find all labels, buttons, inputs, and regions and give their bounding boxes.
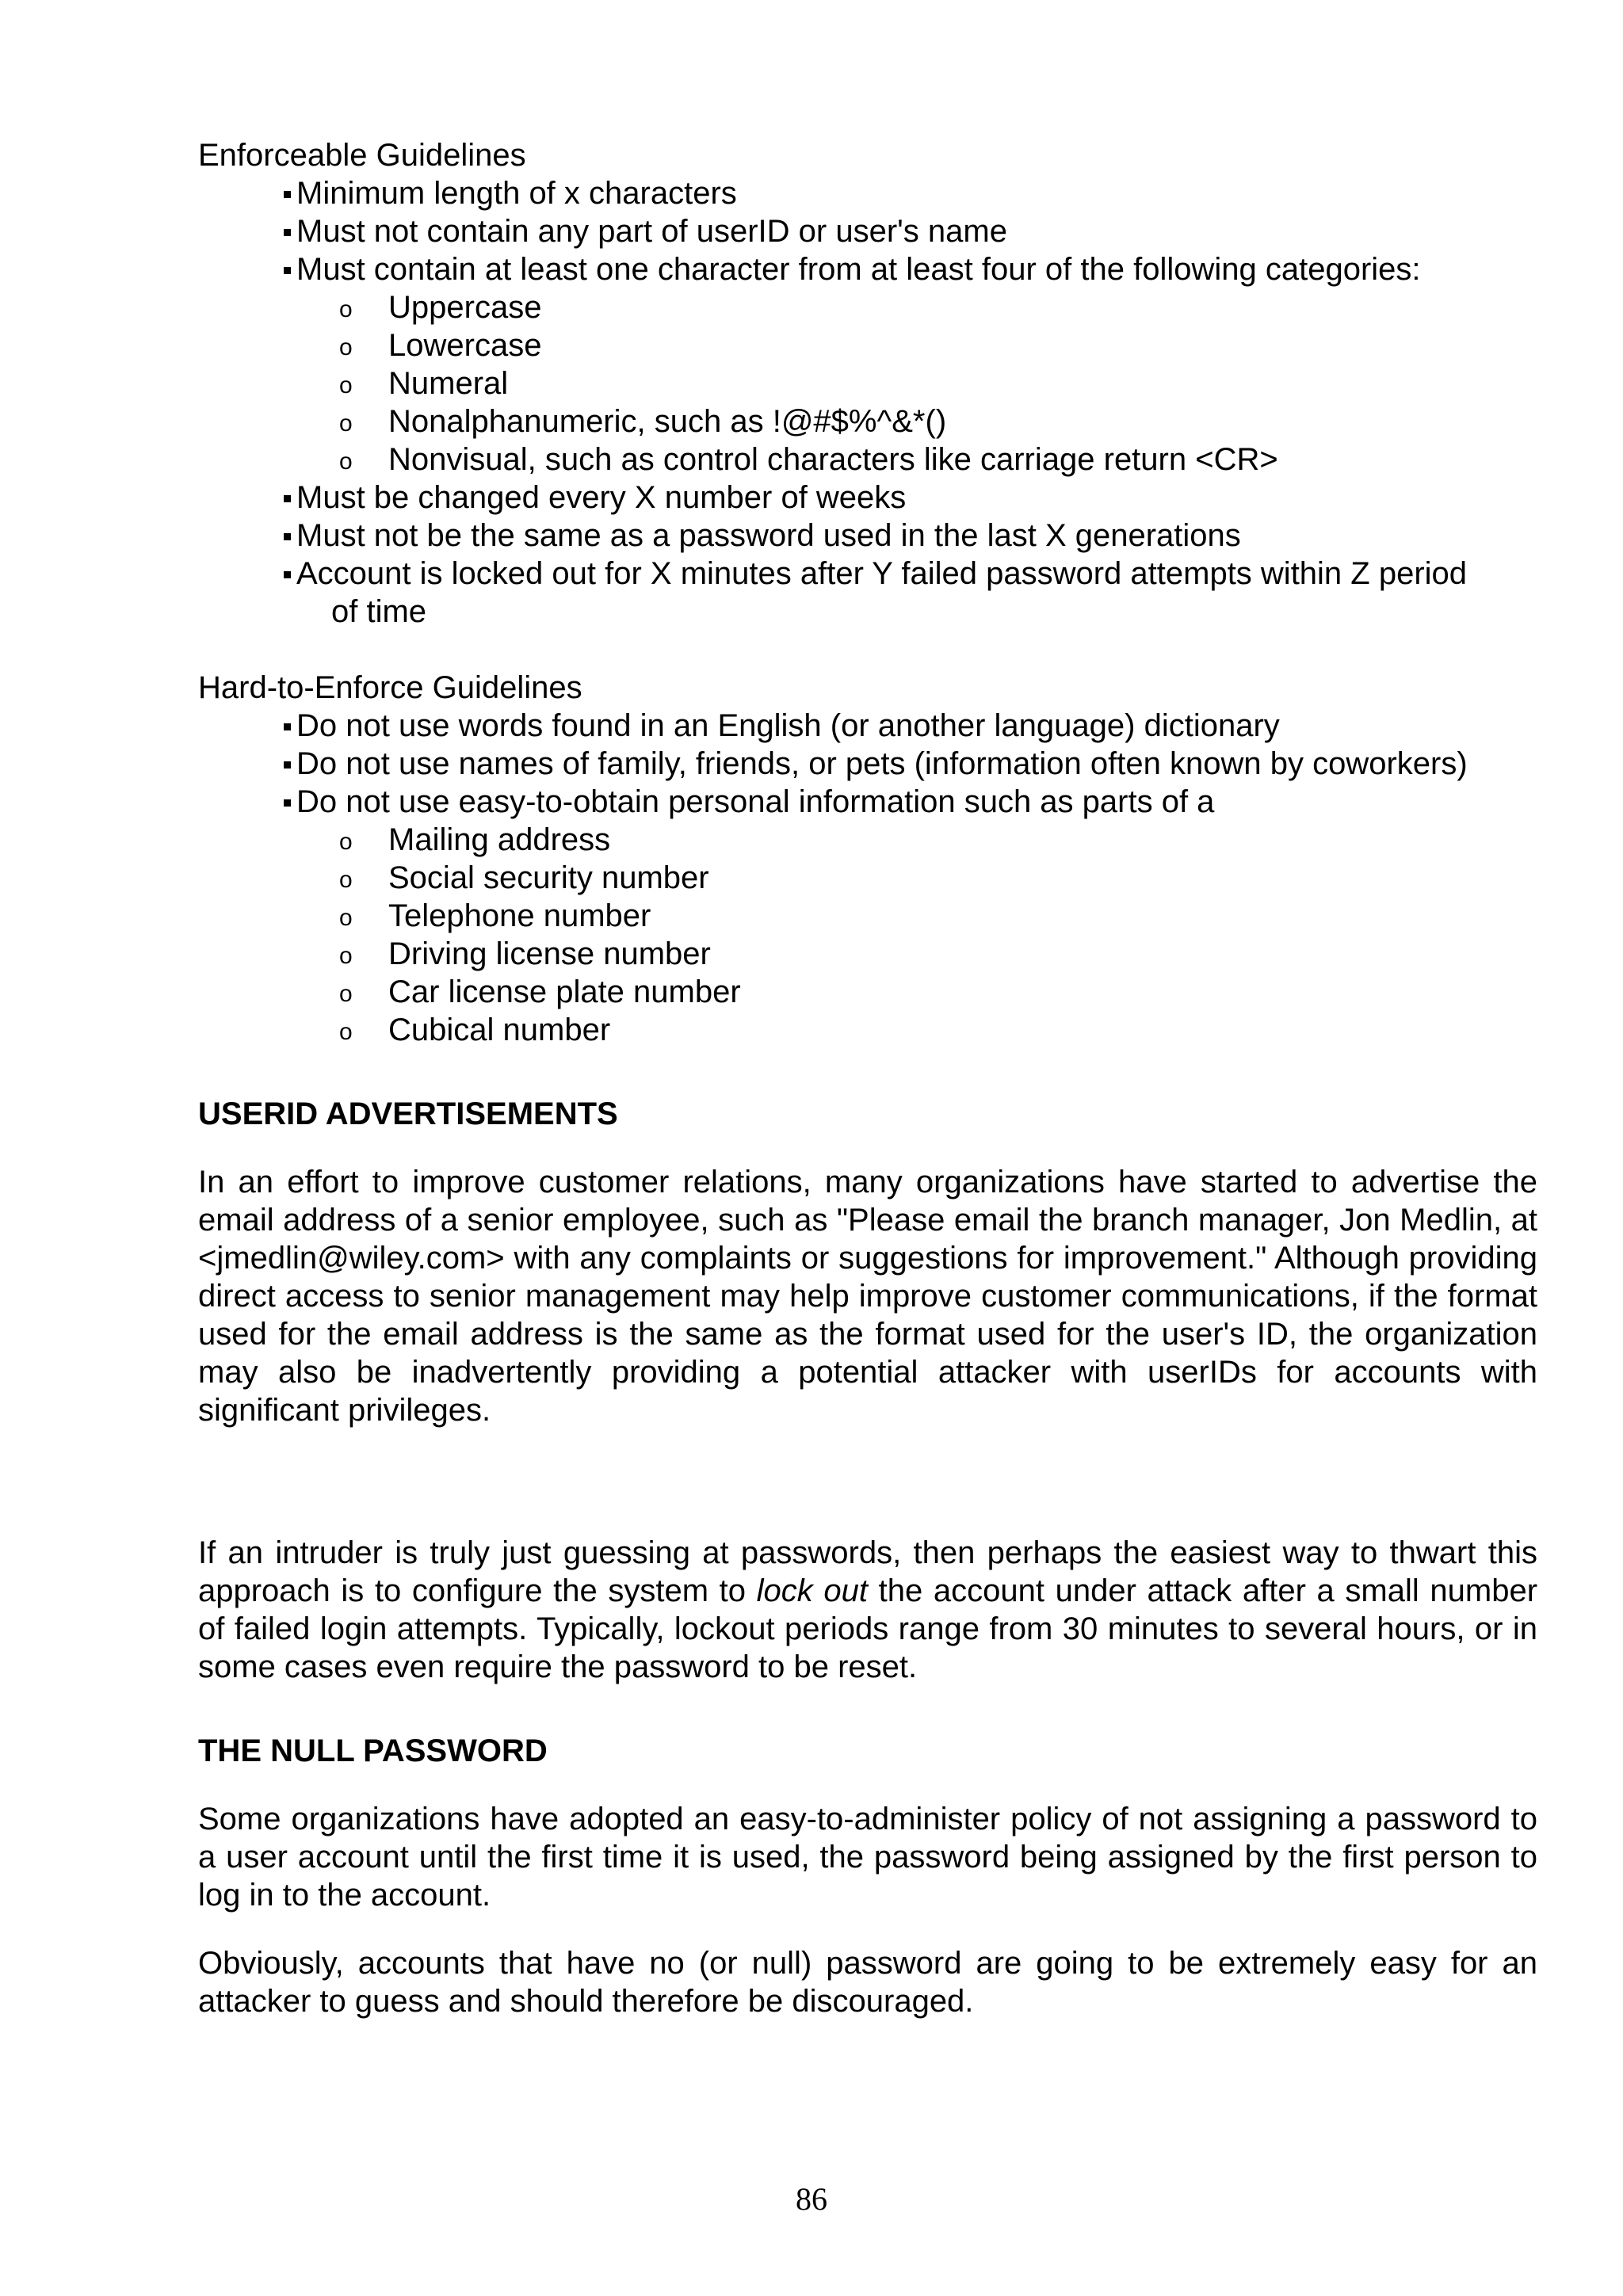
list-item: o Nonalphanumeric, such as !@#$%^&*(): [339, 402, 1537, 441]
list-item: Do not use easy-to-obtain personal information such as parts of a: [282, 783, 1537, 821]
list-item: o Social security number: [339, 859, 1537, 897]
list-item: Must not contain any part of userID or user's name: [282, 212, 1537, 250]
list-item-continuation: of time: [331, 594, 427, 629]
userid-advertisements-heading: USERID ADVERTISEMENTS: [198, 1097, 618, 1131]
list-item: Do not use words found in an English (or another language) dictionary: [282, 707, 1537, 745]
spacer: [198, 1049, 1537, 1095]
spacer: [198, 1914, 1537, 1944]
list-item: [282, 555, 1537, 631]
list-item: o Lowercase: [339, 326, 1537, 364]
list-item: o Telephone number: [339, 897, 1537, 935]
enforceable-guidelines-list-continued: [198, 479, 1537, 631]
list-item: o Mailing address: [339, 821, 1537, 859]
userid-advertisements-paragraph: In an effort to improve customer relations, many organizations have started to advertise the email address of a senior employee, such as "Please email the branch manager, Jon Medlin, at <jmedlin@wiley.com> with any complaints or suggestions for improvement." Although providing direct access to senior management may help improve customer communications, if the format used for the email address is the same as the format used for the user's ID, the organization may also be inadvertently providing a potential attacker with userIDs for accounts with significant privileges.: [198, 1165, 1537, 1428]
hard-to-enforce-guidelines-title: Hard-to-Enforce Guidelines: [198, 670, 582, 705]
spacer: [198, 1770, 1537, 1800]
enforceable-guidelines-list: [198, 174, 1537, 288]
spacer: [198, 1429, 1537, 1534]
spacer: [198, 1133, 1537, 1163]
hard-to-enforce-guidelines-list: [198, 707, 1537, 821]
lockout-paragraph-start: If an intruder is truly just guessing at passwords, then perhaps the easiest way to thwart this approach is to configure the system to: [198, 1535, 1537, 1608]
list-item: o Cubical number: [339, 1011, 1537, 1049]
spacer: [198, 631, 1537, 669]
list-item: Must not be the same as a password used in the last X generations: [282, 517, 1537, 555]
list-item: Must be changed every X number of weeks: [282, 479, 1537, 517]
personal-info-list: [198, 821, 1537, 1049]
list-item: o Nonvisual, such as control characters like carriage return <CR>: [339, 441, 1537, 479]
list-item: o Car license plate number: [339, 973, 1537, 1011]
list-item: o Numeral: [339, 364, 1537, 402]
null-password-heading: THE NULL PASSWORD: [198, 1733, 548, 1768]
page-number: 86: [796, 2181, 827, 2217]
list-item: o Driving license number: [339, 935, 1537, 973]
lockout-paragraph: [198, 1534, 1537, 1686]
list-item-text: Account is locked out for X minutes after Y failed password attempts within Z period: [296, 556, 1468, 591]
lockout-paragraph-end: the account under attack after a small number of failed login attempts. Typically, lockout periods range from 30 minutes to several hours, or in some cases even require the password to be reset.: [198, 1573, 1538, 1684]
list-item: o Uppercase: [339, 288, 1537, 326]
spacer: [198, 1686, 1537, 1732]
null-password-paragraph-2: Obviously, accounts that have no (or null) password are going to be extremely easy for an attacker to guess and should therefore be discouraged.: [198, 1946, 1537, 2019]
null-password-paragraph-1: Some organizations have adopted an easy-to-administer policy of not assigning a password to a user account until the first time it is used, the password being assigned by the first person to log in to the account.: [198, 1802, 1537, 1913]
list-item: [282, 250, 1537, 288]
list-item: Do not use names of family, friends, or pets (information often known by coworkers): [282, 745, 1537, 783]
enforceable-guidelines-title: Enforceable Guidelines: [198, 138, 526, 173]
page-content: [198, 136, 1537, 2020]
list-item-text: Must contain at least one character from at least four of the following categories:: [296, 252, 1421, 287]
list-item: Minimum length of x characters: [282, 174, 1537, 212]
lockout-emphasis: lock out: [756, 1573, 869, 1608]
character-categories-list: [198, 288, 1537, 479]
